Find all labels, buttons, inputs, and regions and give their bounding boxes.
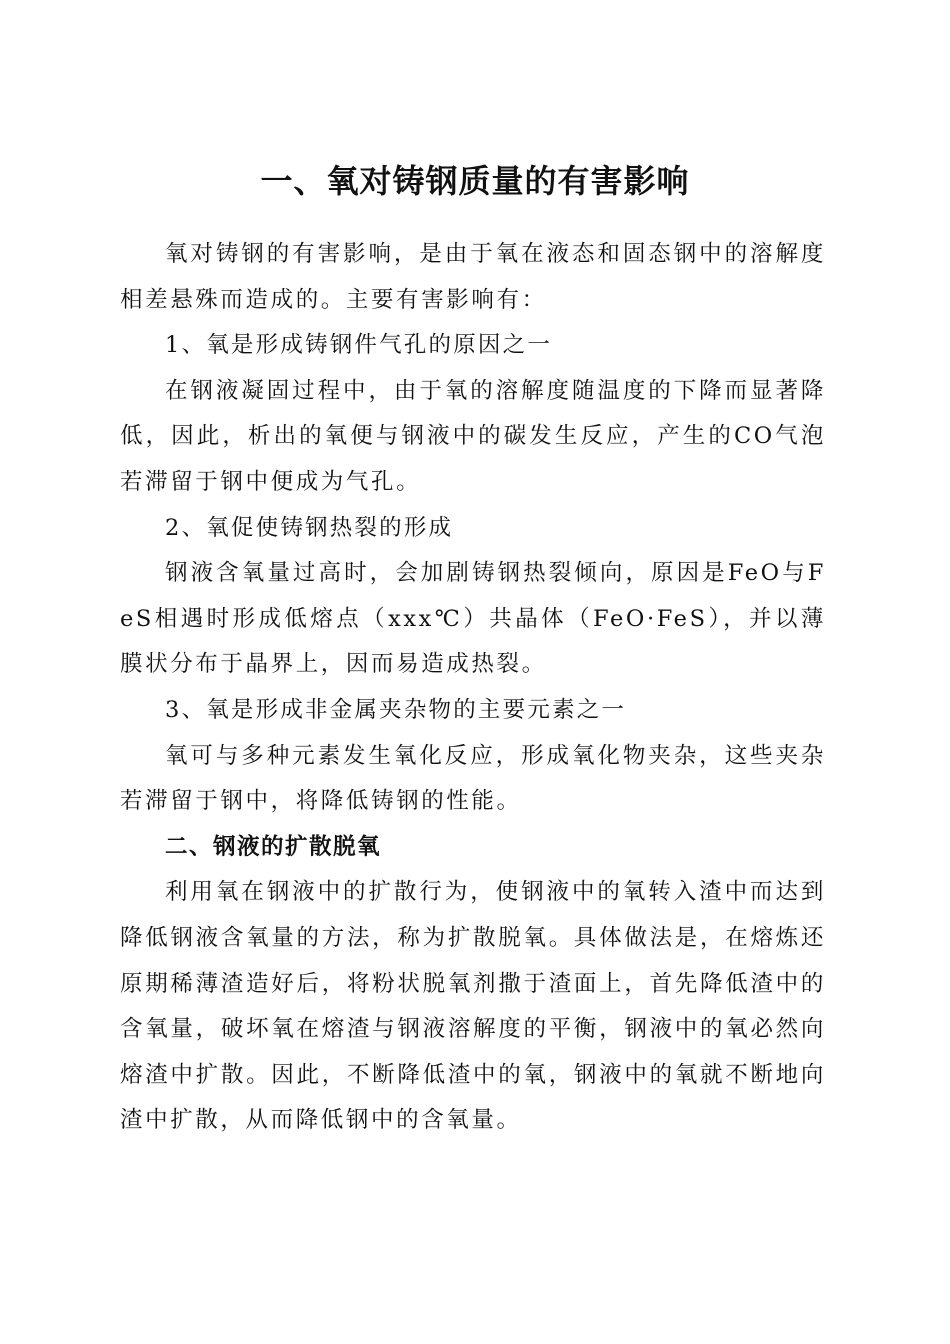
section2-paragraph: 利用氧在钢液中的扩散行为，使钢液中的氧转入渣中而达到降低钢液含氧量的方法，称为扩散脱氧。具体做法是，在熔炼还原期稀薄渣造好后，将粉状脱氧剂撒于渣面上，首先降低渣中的含氧量，破坏氧在熔渣与钢液溶解度的平衡，钢液中的氧必然向熔渣中扩散。因此，不断降低渣中的氧，钢液中的氧就不断地向渣中扩散，从而降低钢中的含氧量。 [120,879,826,1134]
item3-paragraph: 氧可与多种元素发生氧化反应，形成氧化物夹杂，这些夹杂若滞留于钢中，将降低铸钢的性能。 [120,742,826,815]
item3-heading: 3、氧是形成非金属夹杂物的主要元素之一 [165,696,627,723]
item1-heading: 1、氧是形成铸钢件气孔的原因之一 [165,332,553,359]
document-body [120,232,826,1144]
item1-paragraph: 在钢液凝固过程中，由于氧的溶解度随温度的下降而显著降低，因此，析出的氧便与钢液中的碳发生反应，产生的CO气泡若滞留于钢中便成为气孔。 [120,377,826,495]
item2-paragraph: 钢液含氧量过高时，会加剧铸钢热裂倾向，原因是FeO与FeS相遇时形成低熔点（xxx℃）共晶体（FeO·FeS），并以薄膜状分布于晶界上，因而易造成热裂。 [120,560,826,678]
item2-heading: 2、氧促使铸钢热裂的形成 [165,514,454,541]
intro-paragraph: 氧对铸钢的有害影响，是由于氧在液态和固态钢中的溶解度相差悬殊而造成的。主要有害影响有： [120,241,826,313]
section2-heading: 二、钢液的扩散脱氧 [165,833,382,860]
page-title: 一、氧对铸钢质量的有害影响 [260,162,690,201]
